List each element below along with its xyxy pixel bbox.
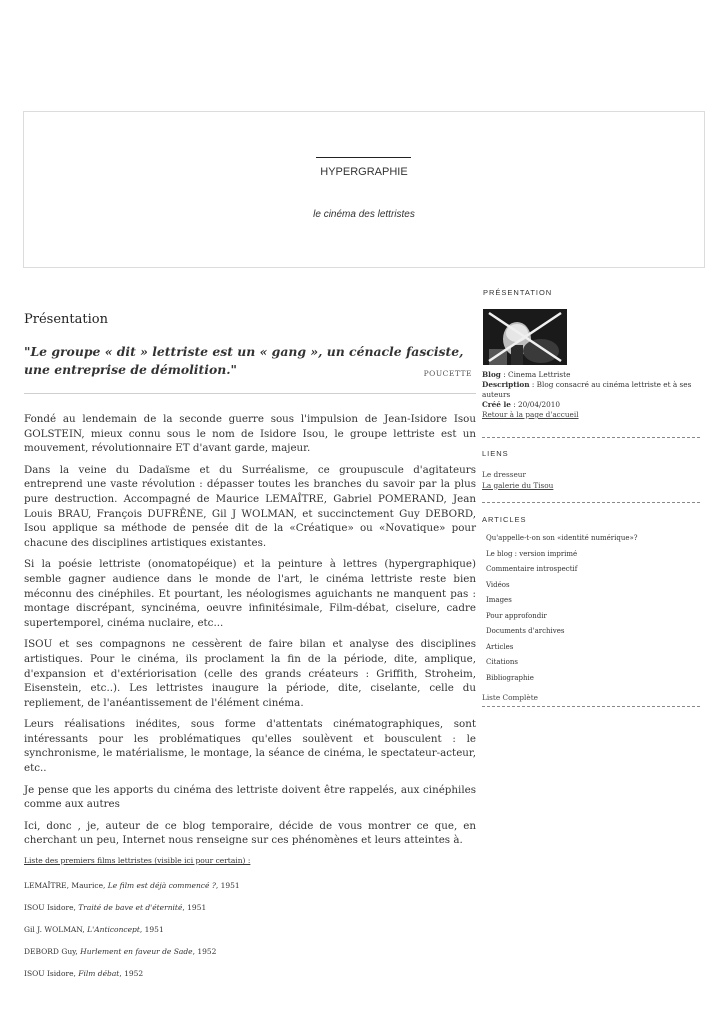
article-item[interactable]: Qu'appelle-t-on son «identité numérique»? xyxy=(486,534,638,542)
film-title: Le film est déjà commencé ? xyxy=(107,881,216,890)
article-item[interactable]: Commentaire introspectif xyxy=(486,565,578,573)
post-quote-text: "Le groupe « dit » lettriste est un « gang », un cénacle fasciste, une entreprise de démolition." xyxy=(24,344,464,377)
full-list-link[interactable]: Liste Complète xyxy=(482,693,538,702)
sidebar-divider xyxy=(482,437,700,438)
film-author: ISOU Isidore, xyxy=(24,969,79,978)
film-author: DEBORD Guy, xyxy=(24,947,81,956)
post-quote xyxy=(24,343,476,379)
post-body xyxy=(24,412,476,848)
paragraph: Ici, donc , je, auteur de ce blog temporaire, décide de vous montrer ce que, en cherchant un peu, Internet nous renseigne sur ces phénomènes et leurs atteintes à. xyxy=(24,819,476,847)
film-year: , 1951 xyxy=(182,903,207,912)
film-year: , 1952 xyxy=(192,947,217,956)
paragraph: Fondé au lendemain de la seconde guerre sous l'impulsion de Jean-Isidore Isou GOLSTEIN, mieux connu sous le nom de Isidore Isou, le groupe lettriste est un mouvement, révolutionnaire ET d'avant garde, majeur. xyxy=(24,413,476,455)
article-item[interactable]: Pour approfondir xyxy=(486,611,547,620)
profile-photo-image xyxy=(483,309,567,365)
article-item[interactable]: Citations xyxy=(486,658,518,666)
article-item[interactable]: Documents d'archives xyxy=(486,627,565,635)
films-list xyxy=(24,856,476,991)
paragraph: Si la poésie lettriste (onomatopéique) et la peinture à lettres (hypergraphique) semble gagner audience dans le monde de l'art, le cinéma lettriste reste bien méconnu des cinéphiles. Et pourtant, les néologismes aguichants ne manquent pas : montage discrépant, syncinéma, oeuvre infinitésimale, Film-débat, ciselure, cadre supertemporel, cinéma nuclaire, etc... xyxy=(24,558,476,629)
profile-description-label: Description xyxy=(482,380,530,389)
paragraph: ISOU et ses compagnons ne cessèrent de faire bilan et analyse des disciplines artistiques. Pour le cinéma, ils proclament la fin de la période, dite, amplique, d'expansion et d'extériorisation (celle des grands créateurs : Griffith, Stroheim, Eisenstein, etc..). Les lettristes inaugure la période, dite, ciselante, celle du repliement, de l'anéantissement de l'élément cinéma. xyxy=(24,638,476,709)
profile-description-value: : Blog consacré au cinéma lettriste et à ses auteurs xyxy=(482,380,692,399)
list-item xyxy=(24,925,476,935)
profile-blog-value: : Cinema Lettriste xyxy=(500,370,571,379)
article-item[interactable]: Vidéos xyxy=(486,580,510,589)
articles-heading: ARTICLES xyxy=(482,515,527,524)
blog-tagline: le cinéma des lettristes xyxy=(313,209,415,220)
articles-list xyxy=(480,531,700,686)
post-title: Présentation xyxy=(24,312,108,327)
film-title: Film débat xyxy=(78,969,120,978)
blog-header xyxy=(23,111,705,268)
list-item xyxy=(24,881,476,891)
film-author: ISOU Isidore, xyxy=(24,903,79,912)
profile-info xyxy=(482,370,698,420)
blog-title[interactable]: HYPERGRAPHIE xyxy=(320,166,408,178)
profile-created-label: Créé le xyxy=(482,400,511,409)
post-quote-author: POUCETTE xyxy=(423,369,472,378)
article-item[interactable]: Bibliographie xyxy=(486,673,534,682)
profile-description xyxy=(482,380,698,400)
list-item xyxy=(24,903,476,913)
list-item xyxy=(24,947,476,957)
film-title: Hurlement en faveur de Sade xyxy=(80,947,193,956)
sidebar-divider xyxy=(482,706,700,707)
film-title: L'Anticoncept xyxy=(87,925,140,934)
film-title: Traité de bave et d'éternité xyxy=(78,903,183,912)
paragraph: Je pense que les apports du cinéma des lettriste doivent être rappelés, aux cinéphiles comme aux autres xyxy=(24,783,476,811)
profile-blog-label: Blog xyxy=(482,370,501,379)
link-galerie-tisou[interactable]: La galerie du Tisou xyxy=(482,480,554,490)
profile-blog xyxy=(482,370,698,380)
film-year: , 1952 xyxy=(119,969,144,978)
header-divider xyxy=(316,157,411,158)
profile-created-value: : 20/04/2010 xyxy=(510,400,561,409)
paragraph: Dans la veine du Dadaïsme et du Surréalisme, ce groupuscule d'agitateurs entreprend une vaste révolution : dépasser toutes les branches du savoir par la plus pure destruction. Accompagné de Maurice LEMAÎTRE, Gabriel POMERAND, Jean Louis BRAU, François DUFRÊNE, Gil J WOLMAN, et succinctement Guy DEBORD, Isou applique sa méthode de pensée dit de la «Créatique» ou «Novatique» pour chacune des disciplines artistiques existantes. xyxy=(24,463,476,549)
film-year: , 1951 xyxy=(139,925,164,934)
film-year: , 1951 xyxy=(215,881,240,890)
article-item[interactable]: Images xyxy=(486,596,512,604)
post xyxy=(24,300,476,855)
profile-created xyxy=(482,400,698,410)
films-heading-link[interactable]: Liste des premiers films lettristes (visible ici pour certain) : xyxy=(24,856,251,865)
presentation-heading: PRÉSENTATION xyxy=(483,288,553,297)
sidebar-divider xyxy=(482,502,700,503)
film-author: LEMAÎTRE, Maurice, xyxy=(24,881,108,890)
article-item[interactable]: Le blog : version imprimé xyxy=(486,549,578,558)
post-divider xyxy=(24,393,476,394)
link-le-dresseur[interactable]: Le dresseur xyxy=(482,470,526,479)
profile-photo[interactable] xyxy=(483,309,567,365)
paragraph: Leurs réalisations inédites, sous forme d'attentats cinématographiques, sont intéressants pour les problématiques qu'elles soulèvent et bousculent : le synchronisme, le matérialisme, le montage, la séance de cinéma, le spectateur-acteur, etc.. xyxy=(24,718,476,775)
list-item xyxy=(24,969,476,979)
links-list xyxy=(482,470,553,491)
home-link[interactable]: Retour à la page d'accueil xyxy=(482,410,579,419)
article-item[interactable]: Articles xyxy=(486,642,514,651)
links-heading: LIENS xyxy=(482,449,509,458)
film-author: Gil J. WOLMAN, xyxy=(24,925,88,934)
